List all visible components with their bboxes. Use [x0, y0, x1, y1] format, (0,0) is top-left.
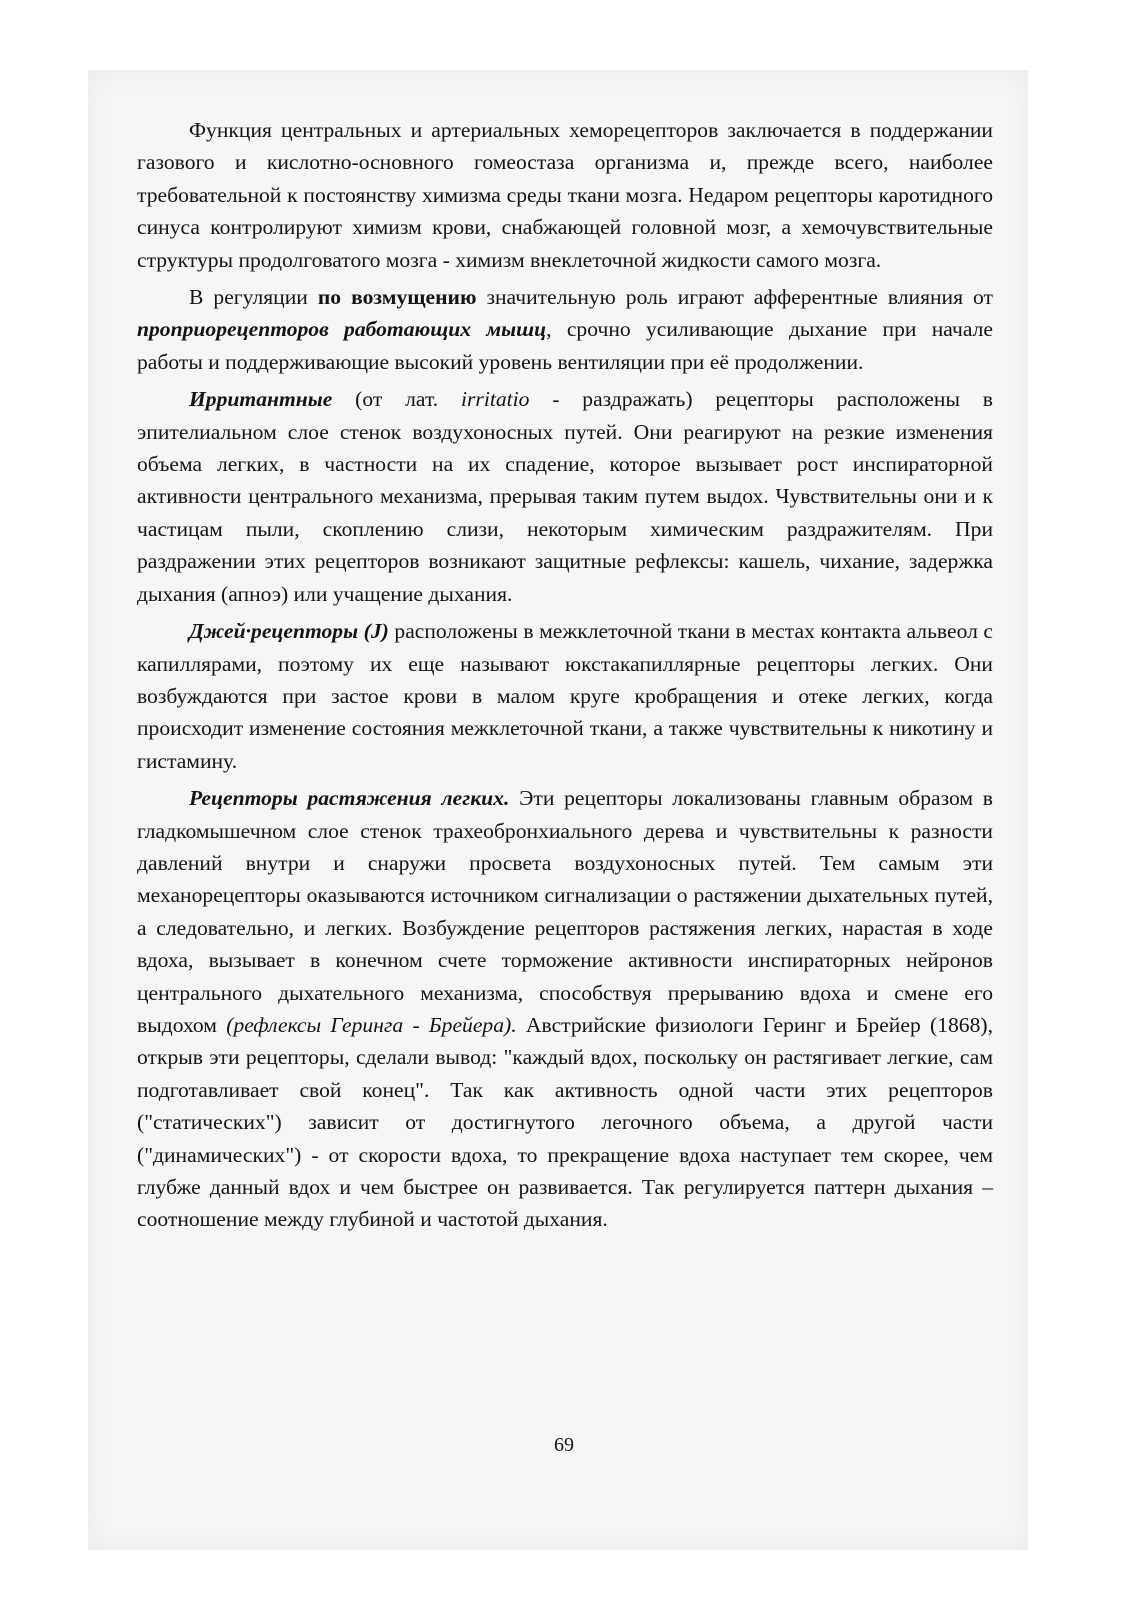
text-run: Эти рецепторы локализованы главным образом в гладкомышечном слое стенок трахеобронхиального дерева и чувствительны к разности давлений внутри и снаружи просвета воздухоносных путей. Тем самым эти механорецепторы оказываются источником сигнализации о растяжении дыхательных путей, а следовательно, и легких. Возбуждение рецепторов растяжения легких, нарастая в ходе вдоха, вызывает в конечном счете торможение активности инспираторных нейронов центрального дыхательного механизма, способствуя прерыванию вдоха и смене его выдохом	[137, 786, 993, 1037]
paragraph-irritant-receptors	[137, 383, 993, 610]
text-run: В регуляции	[189, 285, 318, 310]
bold-italic-term: проприорецепторов работающих мышц	[137, 317, 547, 342]
bold-term: по возмущению	[317, 285, 477, 310]
text-run: расположены в межклеточной ткани в местах контакта альвеол с капиллярами, поэтому их еще называют юкстакапиллярные рецепторы легких. Они возбуждаются при застое крови в малом круге кробращения и отеке легких, когда происходит изменение состояния межклеточной ткани, а также чувствительны к никотину и гистамину.	[137, 619, 993, 773]
text-run: значительную роль играют афферентные влияния от	[476, 285, 993, 310]
text-run: Австрийские физиологи Геринг и Брейер (1868), открыв эти рецепторы, сделали вывод: "каждый вдох, поскольку он растягивает легкие, сам подготавливает свой конец". Так как активность одной части этих рецепторов ("статических") зависит от достигнутого легочного объема, а другой части ("динамических") - от скорости вдоха, то прекращение вдоха наступает тем скорее, чем глубже данный вдох и чем быстрее он развивается. Так регулируется паттерн дыхания – соотношение между глубиной и частотой дыхания.	[137, 1012, 993, 1232]
paragraph-j-receptors	[137, 615, 993, 777]
text-run: , срочно усиливающие дыхание при начале работы и поддерживающие высокий уровень вентиляции при её продолжении.	[137, 317, 993, 374]
italic-term: irritatio	[461, 387, 530, 412]
paragraph-text: Функция центральных и артериальных хеморецепторов заключается в поддержании газового и кислотно-основного гомеостаза организма и, прежде всего, наиболее требовательной к постоянству химизма среды ткани мозга. Недаром рецепторы каротидного синуса контролируют химизм крови, снабжающей головной мозг, а хемочувствительные структуры продолговатого мозга - химизм внеклеточной жидкости самого мозга.	[137, 118, 993, 272]
paragraph-chemoreceptors	[137, 114, 993, 276]
bold-italic-term: Рецепторы растяжения легких.	[189, 786, 510, 811]
paragraph-stretch-receptors	[137, 782, 993, 1236]
body-text	[137, 114, 993, 1241]
text-run: - раздражать) рецепторы расположены в эпителиальном слое стенок воздухоносных путей. Они реагируют на резкие изменения объема легких, в частности на их спадение, которое вызывает рост инспираторной активности центрального механизма, прерывая таким путем выдох. Чувствительны они и к частицам пыли, скоплению слизи, некоторым химическим раздражителям. При раздражении этих рецепторов возникают защитные рефлексы: кашель, чихание, задержка дыхания (апноэ) или учащение дыхания.	[137, 387, 993, 606]
bold-italic-term: Джей·рецепторы (J)	[189, 619, 389, 644]
text-run: (от лат.	[332, 387, 462, 412]
page-number: 69	[554, 1434, 574, 1456]
paragraph-proprioceptors	[137, 281, 993, 378]
italic-term: (рефлексы Геринга - Брейера).	[226, 1012, 517, 1037]
bold-italic-term: Ирритантные	[189, 387, 333, 412]
